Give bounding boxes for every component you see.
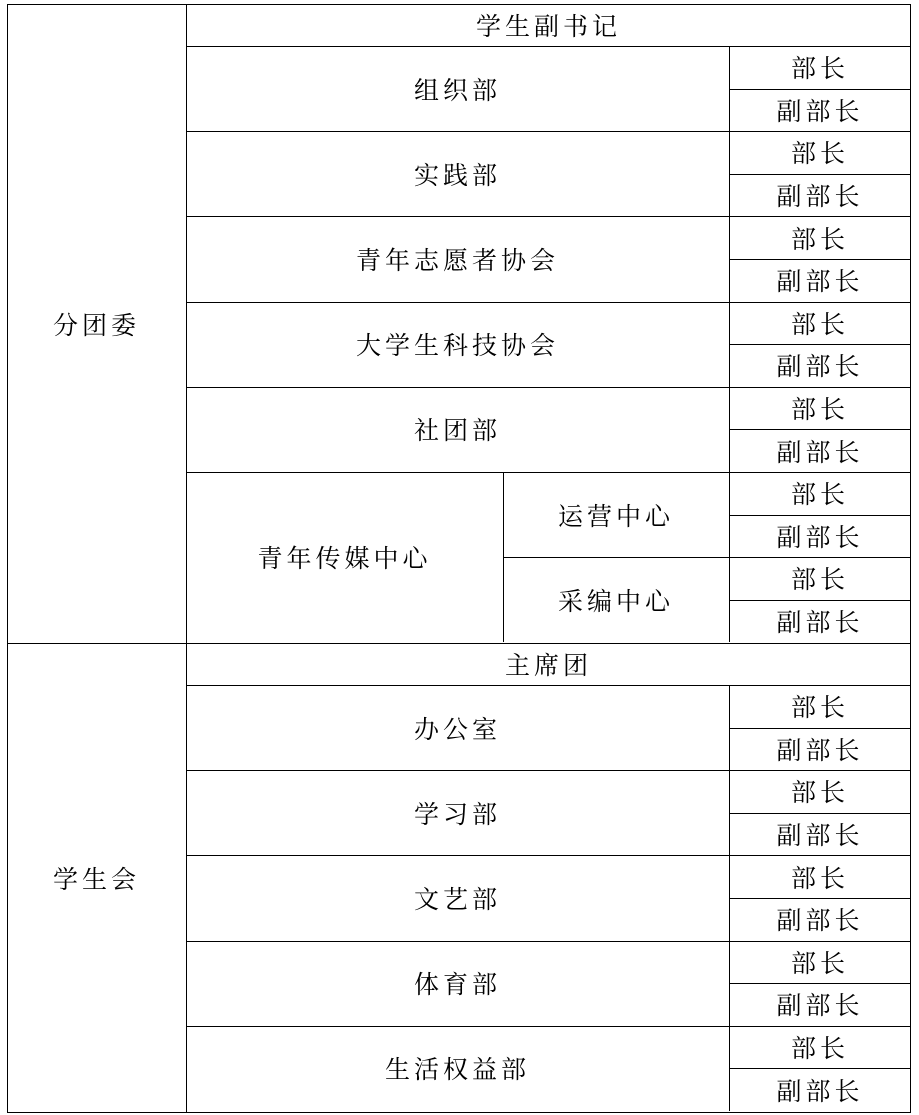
role-head: 部长 [790,778,849,808]
role-row-divider [729,898,911,899]
section-label: 学生会 [52,865,140,894]
role-row-divider [729,89,911,90]
role-row-divider [729,515,911,516]
role-deputy: 副部长 [776,1076,864,1106]
department-name: 大学生科技协会 [355,331,559,361]
role-deputy: 副部长 [776,437,864,467]
department-name: 青年传媒中心 [257,544,432,574]
section-header: 学生副书记 [475,12,621,41]
role-head: 部长 [790,54,849,84]
role-row-divider [729,259,911,260]
role-head: 部长 [790,948,849,978]
subunit-name: 采编中心 [557,586,674,616]
department-name: 文艺部 [413,884,501,914]
role-row-divider [729,983,911,984]
org-structure-table [7,4,911,1113]
role-head: 部长 [790,139,849,169]
role-head: 部长 [790,693,849,723]
role-row-divider [729,600,911,601]
role-deputy: 副部长 [776,906,864,936]
role-row-divider [729,344,911,345]
role-head: 部长 [790,309,849,339]
role-head: 部长 [790,224,849,254]
role-head: 部长 [790,395,849,425]
department-name: 体育部 [413,970,501,1000]
role-row-divider [729,174,911,175]
role-deputy: 副部长 [776,608,864,638]
role-head: 部长 [790,1034,849,1064]
role-deputy: 副部长 [776,267,864,297]
subunit-name: 运营中心 [557,501,674,531]
role-row-divider [729,813,911,814]
role-deputy: 副部长 [776,352,864,382]
role-head: 部长 [790,565,849,595]
department-name: 组织部 [413,75,501,105]
role-deputy: 副部长 [776,522,864,552]
department-name: 实践部 [413,160,501,190]
role-deputy: 副部长 [776,735,864,765]
role-head: 部长 [790,863,849,893]
role-deputy: 副部长 [776,821,864,851]
department-name: 办公室 [413,714,501,744]
role-head: 部长 [790,480,849,510]
role-row-divider [729,1068,911,1069]
role-row-divider [729,728,911,729]
department-name: 社团部 [413,416,501,446]
department-name: 青年志愿者协会 [355,245,559,275]
role-deputy: 副部长 [776,991,864,1021]
section-header: 主席团 [504,651,592,680]
section-label: 分团委 [52,310,140,340]
department-name: 生活权益部 [384,1055,530,1085]
department-name: 学习部 [413,799,501,829]
role-deputy: 副部长 [776,182,864,212]
role-deputy: 副部长 [776,96,864,126]
role-row-divider [729,429,911,430]
